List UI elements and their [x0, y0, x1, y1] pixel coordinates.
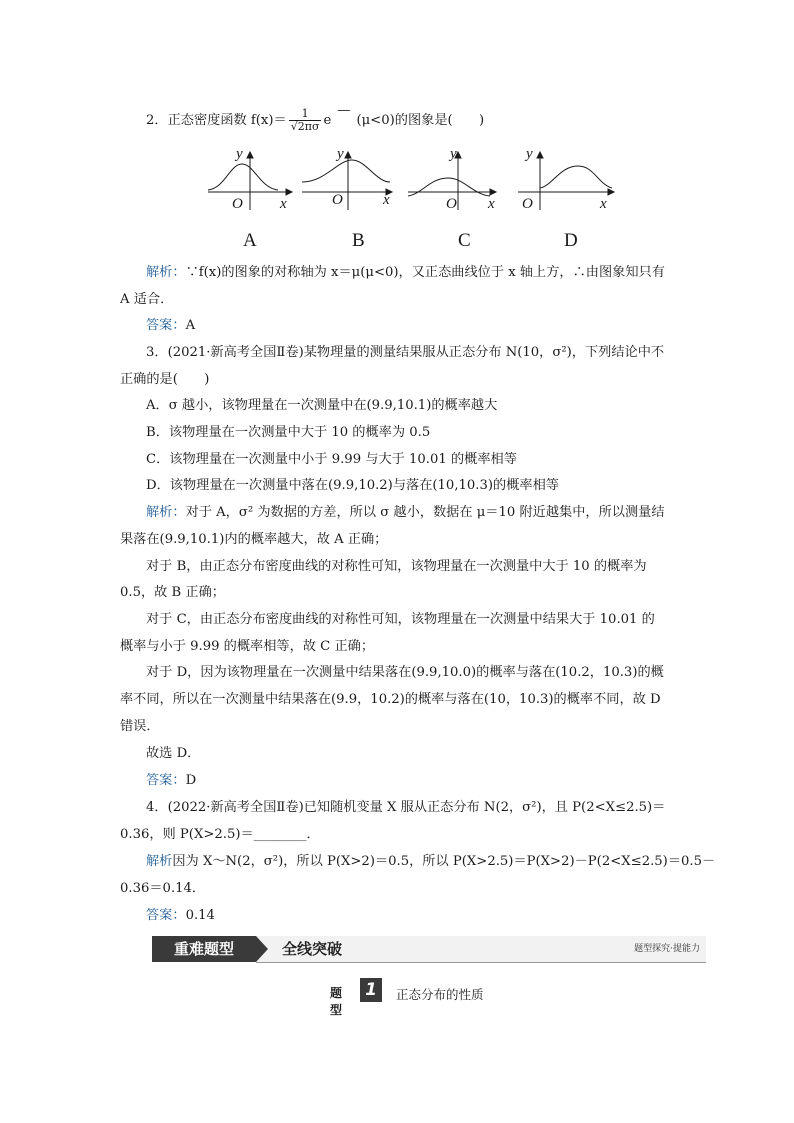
q2-answer-value: A — [185, 318, 196, 333]
q3-analysis-label: 解析： — [146, 505, 186, 520]
q2-stem: 2．正态密度函数 f(x)＝ $\frac{1}{√2\pi\sigma}$ e—(μ<0)的图象是( ) — [146, 103, 485, 133]
graph-b-y: y — [337, 146, 344, 162]
graph-a-x: x — [280, 196, 287, 212]
graph-c-x: x — [488, 196, 495, 212]
q4-answer-label: 答案： — [146, 908, 186, 923]
graph-c-o: O — [446, 196, 457, 212]
q3-answer — [146, 772, 196, 790]
q4-analysis-line2: 0.36＝0.14． — [120, 881, 206, 896]
q3-analysis-line8: 率不同，所以在一次测量中结果落在(9.9，10.2)的概率与落在(10，10.3)的概率不同，故 D — [120, 692, 661, 707]
q3-analysis-line1 — [146, 504, 665, 522]
q3-analysis-line4: 0.5，故 B 正确； — [120, 585, 225, 600]
q2-analysis-label: 解析： — [146, 265, 186, 280]
q4-answer-value: 0.14 — [185, 908, 215, 923]
q2-answer-label: 答案： — [146, 318, 186, 333]
q2-analysis-text1: ∵f(x)的图象的对称轴为 x＝μ(μ<0)，又正态曲线位于 x 轴上方，∴由图象知只有 — [185, 265, 665, 280]
q2-answer — [146, 317, 195, 335]
type-heading-number: 1 — [360, 978, 382, 1002]
graph-b-o: O — [332, 192, 343, 208]
q2-analysis-line1 — [146, 264, 665, 282]
banner-right-label: 题型探究·提能力 — [634, 944, 700, 954]
q2-exp-base: e — [323, 113, 332, 128]
q3-answer-value: D — [185, 773, 197, 788]
graph-d-o: O — [522, 196, 533, 212]
banner-title: 全线突破 — [282, 940, 343, 958]
q3-analysis-line3: 对于 B，由正态分布密度曲线的对称性可知，该物理量在一次测量中大于 10 的概率为 — [146, 559, 647, 574]
graph-label-a: A — [243, 230, 257, 251]
q3-answer-label: 答案： — [146, 773, 186, 788]
graph-d-x: x — [600, 196, 607, 212]
graph-c-y: y — [450, 146, 457, 162]
graph-a-o: O — [232, 196, 243, 212]
q3-option-b: B．该物理量在一次测量中大于 10 的概率为 0.5 — [146, 425, 431, 440]
q3-option-c: C．该物理量在一次测量中小于 9.99 与大于 10.01 的概率相等 — [146, 452, 517, 467]
type-heading-title: 正态分布的性质 — [396, 987, 484, 1002]
graph-label-c: C — [458, 230, 471, 251]
graph-label-b: B — [352, 230, 365, 251]
graph-b — [302, 152, 392, 210]
q4-answer — [146, 907, 215, 925]
banner-arrow-icon — [256, 936, 268, 962]
section-banner — [152, 936, 706, 962]
q2-frac-num: 1 — [289, 108, 322, 121]
q2-stem-prefix: 2．正态密度函数 f(x)＝ — [146, 113, 287, 128]
q3-analysis-line7: 对于 D，因为该物理量在一次测量中结果落在(9.9,10.0)的概率与落在(10.2，10.3)的概 — [146, 665, 664, 680]
q2-stem-suffix: (μ<0)的图象是( ) — [356, 113, 485, 128]
q3-analysis-line10: 故选 D． — [146, 746, 201, 761]
q2-fraction — [289, 108, 322, 133]
type-heading-word: 题型 — [330, 986, 343, 1017]
q2-frac-den: √2πσ — [290, 120, 320, 133]
graph-label-d: D — [564, 230, 578, 251]
q3-analysis-line6: 概率与小于 9.99 的概率相等，故 C 正确； — [120, 639, 375, 654]
q3-analysis-line9: 错误． — [120, 719, 160, 734]
q3-analysis-line5: 对于 C，由正态分布密度曲线的对称性可知，该物理量在一次测量中结果大于 10.01 的 — [146, 612, 655, 627]
q4-analysis-text1: 因为 X～N(2，σ²)，所以 P(X>2)＝0.5，所以 P(X>2.5)＝P(X>2)－P(2<X≤2.5)＝0.5－ — [172, 854, 716, 869]
q4-analysis-line1 — [146, 853, 715, 871]
banner-left-label: 重难题型 — [152, 936, 256, 962]
graph-b-x: x — [383, 192, 390, 208]
q3-stem-line1: 3．(2021·新高考全国Ⅱ卷)某物理量的测量结果服从正态分布 N(10，σ²)，下列结论中不 — [146, 345, 665, 360]
graph-a-y: y — [236, 146, 243, 162]
q4-stem-line1: 4．(2022·新高考全国Ⅱ卷)已知随机变量 X 服从正态分布 N(2，σ²)，且 P(2<X≤2.5)＝ — [146, 800, 666, 815]
q2-analysis-line2: A 适合． — [120, 292, 174, 307]
q3-analysis-text1: 对于 A，σ² 为数据的方差，所以 σ 越小，数据在 μ＝10 附近越集中，所以测量结 — [185, 505, 665, 520]
q3-analysis-line2: 果落在(9.9,10.1)内的概率越大，故 A 正确； — [120, 532, 388, 547]
graph-d-y: y — [526, 146, 533, 162]
q3-option-a: A．σ 越小，该物理量在一次测量中在(9.9,10.1)的概率越大 — [146, 398, 498, 413]
q3-stem-line2: 正确的是( ) — [120, 372, 210, 387]
q4-analysis-label: 解析 — [146, 854, 173, 869]
q4-stem-line2: 0.36，则 P(X>2.5)＝________． — [120, 827, 320, 842]
q3-option-d: D．该物理量在一次测量中落在(9.9,10.2)与落在(10,10.3)的概率相等 — [146, 478, 559, 493]
